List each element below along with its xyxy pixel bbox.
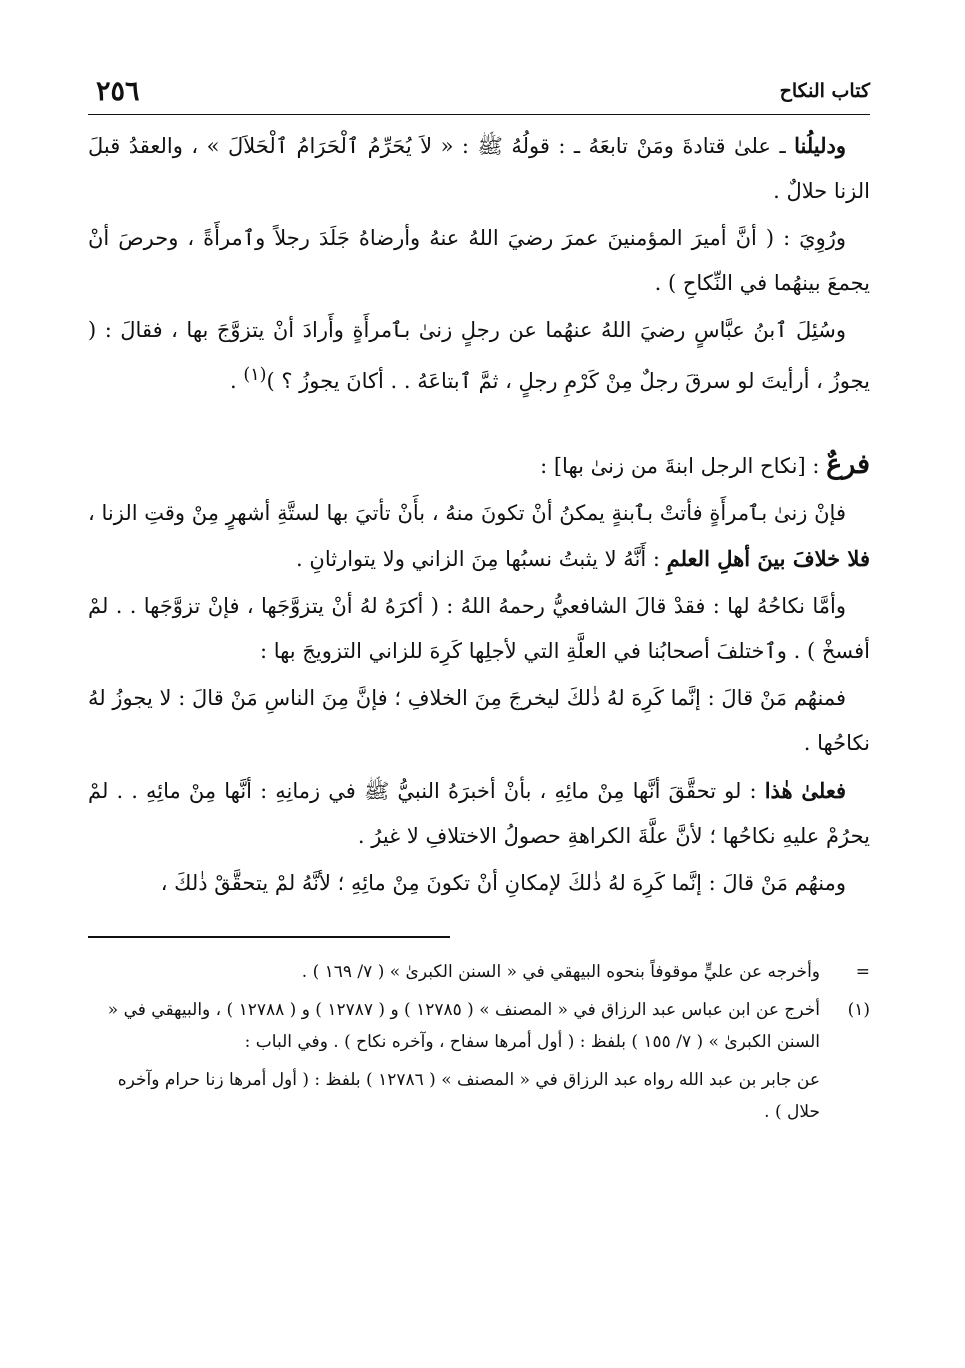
section-heading (88, 442, 870, 489)
section-lead: فرعٌ (826, 449, 870, 480)
section-title: : [نكاح الرجل ابنةَ من زنىٰ بها] : (540, 454, 827, 478)
footnote-text: وأخرجه عن عليٍّ موقوفاً بنحوه البيهقي في « السنن الكبرىٰ » ( ٧/ ١٦٩ ) . (301, 962, 820, 982)
paragraph (88, 123, 870, 214)
paragraph-bold: فلا خلافَ بينَ أهلِ العلمِ (666, 546, 870, 571)
paragraph (88, 768, 870, 859)
paragraph (88, 308, 870, 404)
paragraph-text: ـ علىٰ قتادةَ ومَنْ تابعَهُ ـ : قولُهُ ﷺ : « لاَ يُحَرِّمُ ٱلْحَرَامُ ٱلْحَلاَلَ » ، والعقدُ قبلَ الزنا حلالٌ . (88, 134, 870, 203)
footnotes (88, 956, 870, 1128)
paragraph: ورُوِيَ : ( أنَّ أميرَ المؤمنينَ عمرَ رضيَ اللهُ عنهُ وأرضاهُ جَلَدَ رجلاً وٱمرأَةً ، وحرصَ أنْ يجمعَ بينهُما في النِّكاحِ ) . (88, 226, 870, 295)
paragraph-lead: فعلىٰ هٰذا (764, 778, 847, 803)
paragraph: وأمَّا نكاحُهُ لها : فقدْ قالَ الشافعيُّ رحمهُ اللهُ : ( أكرَهُ لهُ أنْ يتزوَّجَها ، فإنْ تزوَّجَها . . لمْ أفسخْ ) . وٱختلفَ أصحابُنا في العلَّةِ التي لأجلِها كَرِهَ للزاني التزويجَ بها : (88, 594, 870, 663)
main-text (88, 123, 870, 906)
footnote-text: أخرج عن ابن عباس عبد الرزاق في « المصنف » ( ١٢٧٨٥ ) و ( ١٢٧٨٧ ) و ( ١٢٧٨٨ ) ، والبيهقي في « السنن الكبرىٰ » ( ٧/ ١٥٥ ) بلفظ : ( أول أمرها سفاح ، وآخره نكاح ) . وفي الباب : (107, 1000, 820, 1052)
page-header (88, 78, 870, 115)
continuation-mark: = (855, 962, 870, 982)
paragraph-text: : لو تحقَّقَ أنَّها مِنْ مائِهِ ، بأنْ أخبرَهُ النبيُّ ﷺ في زمانِهِ : أنَّها مِنْ مائِهِ . . لمْ يحرُمْ عليهِ نكاحُها ؛ لأنَّ علَّةَ الكراهةِ حصولُ الاختلافِ لا غيرُ . (88, 779, 870, 848)
paragraph-text: فإنْ زنىٰ بٱمرأَةٍ فأتتْ بٱبنةٍ يمكنُ أنْ تكونَ منهُ ، بأَنْ تأتيَ بها لستَّةِ أشهرٍ مِنْ وقتِ الزنا ، (88, 501, 846, 525)
paragraph-end: . (230, 369, 244, 393)
footnote-text: عن جابر بن عبد الله رواه عبد الرزاق في « المصنف » ( ١٢٧٨٦ ) بلفظ : ( أول أمرها زنا حرام وآخره حلال ) . (117, 1070, 820, 1122)
book-page (88, 78, 870, 1134)
footnote-continuation (88, 956, 870, 988)
paragraph: ومنهُم مَنْ قالَ : إنَّما كَرِهَ لهُ ذٰلكَ لإمكانِ أنْ تكونَ مِنْ مائِهِ ؛ لأنَّهُ لمْ يتحقَّقْ ذٰلكَ ، (160, 871, 846, 895)
page-number: ٢٥٦ (96, 76, 140, 107)
paragraph-lead: ودليلُنا (794, 133, 846, 158)
footnote-number: (١) (847, 1000, 870, 1020)
footnote-divider (88, 936, 450, 938)
footnote-ref: (١) (243, 365, 267, 385)
paragraph-text: : أَنَّهُ لا يثبتُ نسبُها مِنَ الزاني ولا يتوارثانِ . (296, 547, 667, 571)
chapter-title: كتاب النكاح (779, 80, 870, 102)
footnote-1 (88, 994, 870, 1128)
paragraph-text: وسُئِلَ ٱبنُ عبَّاسٍ رضيَ اللهُ عنهُما عن رجلٍ زنىٰ بٱمرأَةٍ وأَرادَ أنْ يتزوَّجَ بها ، فقالَ : ( يجوزُ ، أرأيتَ لو سرقَ رجلٌ مِنْ كَرْمِ رجلٍ ، ثمَّ ٱبتاعَهُ . . أكانَ يجوزُ ؟ ) (88, 318, 870, 393)
paragraph (88, 491, 870, 582)
paragraph: فمنهُم مَنْ قالَ : إنَّما كَرِهَ لهُ ذٰلكَ ليخرجَ مِنَ الخلافِ ؛ فإنَّ مِنَ الناسِ مَنْ قالَ : لا يجوزُ لهُ نكاحُها . (88, 686, 870, 755)
